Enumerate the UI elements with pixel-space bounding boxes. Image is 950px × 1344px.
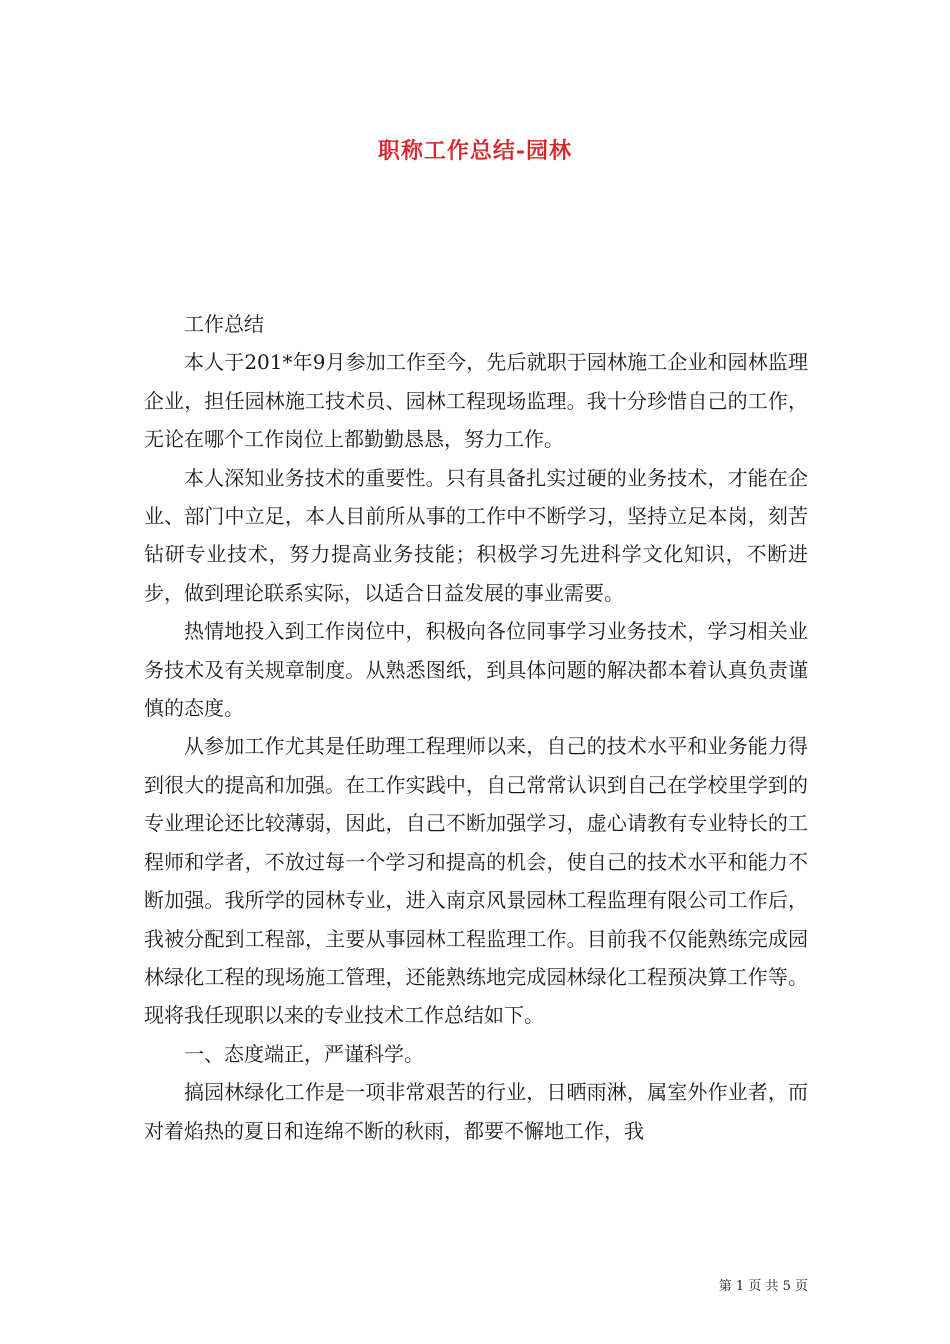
section-heading: 工作总结 xyxy=(184,312,264,336)
paragraph: 本人于201*年9月参加工作至今，先后就职于园林施工企业和园林监理企业，担任园林施工技术员、园林工程现场监理。我十分珍惜自己的工作，无论在哪个工作岗位上都勤勤恳恳，努力工作。 xyxy=(144,350,808,452)
paragraph: 从参加工作尤其是任助理工程理师以来，自己的技术水平和业务能力得到很大的提高和加强。在工作实践中，自己常常认识到自己在学校里学到的专业理论还比较薄弱，因此，自己不断加强学习，虚心请教有专业特长的工程师和学者，不放过每一个学习和提高的机会，使自己的技术水平和能力不断加强。我所学的园林专业，进入南京风景园林工程监理有限公司工作后，我被分配到工程部，主要从事园林工程监理工作。目前我不仅能熟练完成园林绿化工程的现场施工管理，还能熟练地完成园林绿化工程预决算工作等。现将我任现职以来的专业技术工作总结如下。 xyxy=(144,734,808,1028)
page-number: 第 1 页 共 5 页 xyxy=(718,1279,808,1294)
paragraph: 本人深知业务技术的重要性。只有具备扎实过硬的业务技术，才能在企业、部门中立足，本人目前所从事的工作中不断学习，坚持立足本岗，刻苦钻研专业技术，努力提高业务技能；积极学习先进科学文化知识，不断进步，做到理论联系实际，以适合日益发展的事业需要。 xyxy=(144,465,808,605)
paragraph: 热情地投入到工作岗位中，积极向各位同事学习业务技术，学习相关业务技术及有关规章制度。从熟悉图纸，到具体问题的解决都本着认真负责谨慎的态度。 xyxy=(144,619,808,721)
document-body xyxy=(144,305,808,1150)
paragraph: 搞园林绿化工作是一项非常艰苦的行业，日晒雨淋，属室外作业者，而对着焰热的夏日和连绵不断的秋雨，都要不懈地工作，我 xyxy=(144,1080,808,1143)
section-heading: 一、态度端正，严谨科学。 xyxy=(184,1041,424,1066)
document-title: 职称工作总结-园林 xyxy=(377,138,573,164)
